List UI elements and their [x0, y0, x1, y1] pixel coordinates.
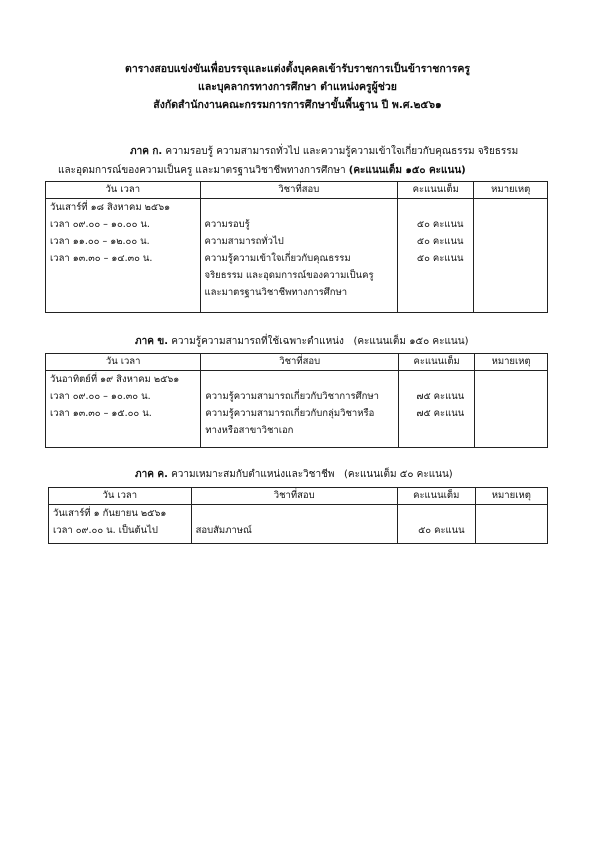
date-time-cell	[49, 505, 192, 544]
title-line-1: ตารางสอบแข่งขันเพื่อบรรจุและแต่งตั้งบุคคลเข้ารับราชการเป็นข้าราชการครู	[125, 63, 470, 75]
score-item: ๕๐ คะแนน	[416, 219, 464, 230]
section-c-label: ภาค ค.	[135, 469, 168, 480]
subject-item: และมาตรฐานวิชาชีพทางการศึกษา	[204, 287, 348, 298]
subject-item: ความรอบรู้	[204, 219, 250, 230]
subject-item: ความสามารถทั่วไป	[204, 236, 284, 247]
table-row	[49, 505, 548, 544]
section-a-table	[45, 181, 548, 313]
section-a-heading-line2	[58, 162, 466, 180]
subject-item: ความรู้ความเข้าใจเกี่ยวกับคุณธรรม	[204, 253, 351, 264]
section-a-score-note: (คะแนนเต็ม ๑๕๐ คะแนน)	[348, 165, 466, 176]
score-item: ๗๕ คะแนน	[416, 408, 465, 419]
section-b-label: ภาค ข.	[135, 336, 169, 347]
subject-item: ทางหรือสาขาวิชาเอก	[205, 425, 294, 436]
section-b-score-note: (คะแนนเต็ม ๑๕๐ คะแนน)	[353, 336, 469, 347]
header-full-score: คะแนนเต็ม	[397, 488, 475, 505]
header-full-score: คะแนนเต็ม	[398, 182, 474, 199]
section-c-table	[48, 487, 548, 544]
header-date-time: วัน เวลา	[46, 354, 201, 371]
subject-item: ความรู้ความสามารถเกี่ยวกับกลุ่มวิชาหรือ	[205, 408, 375, 419]
score-cell	[398, 199, 474, 313]
exam-time: เวลา ๑๓.๓๐ – ๑๕.๐๐ น.	[50, 408, 152, 419]
exam-time: เวลา ๑๓.๓๐ – ๑๔.๓๐ น.	[50, 253, 153, 264]
section-c-heading	[135, 466, 453, 484]
exam-time: เวลา ๐๙.๐๐ – ๑๐.๐๐ น.	[50, 219, 150, 230]
score-item: ๕๐ คะแนน	[416, 253, 464, 264]
exam-time: เวลา ๐๙.๐๐ น. เป็นต้นไป	[53, 525, 158, 536]
section-a-desc-1: ความรอบรู้ ความสามารถทั่วไป และความรู้ความเข้าใจเกี่ยวกับคุณธรรม จริยธรรม	[165, 146, 519, 157]
subject-cell	[201, 371, 399, 448]
section-b-heading	[135, 333, 468, 351]
table-row	[46, 371, 548, 448]
score-cell	[397, 505, 475, 544]
subject-item: สอบสัมภาษณ์	[195, 525, 252, 536]
score-item: ๕๐ คะแนน	[418, 525, 465, 536]
table-header-row	[49, 488, 548, 505]
header-subject: วิชาที่สอบ	[200, 182, 398, 199]
header-full-score: คะแนนเต็ม	[399, 354, 475, 371]
exam-time: เวลา ๐๙.๐๐ – ๑๐.๓๐ น.	[50, 391, 151, 402]
exam-date: วันเสาร์ที่ ๑ กันยายน ๒๕๖๑	[53, 508, 167, 519]
header-subject: วิชาที่สอบ	[191, 488, 397, 505]
title-line-3: สังกัดสำนักงานคณะกรรมการการศึกษาขั้นพื้นฐาน ปี พ.ศ.๒๕๖๑	[153, 99, 442, 111]
subject-item: ความรู้ความสามารถเกี่ยวกับวิชาการศึกษา	[205, 391, 379, 402]
section-b-table	[45, 353, 548, 448]
date-time-cell	[46, 199, 201, 313]
subject-item: จริยธรรม และอุดมการณ์ของความเป็นครู	[204, 270, 374, 281]
remark-cell	[475, 371, 548, 448]
table-header-row	[46, 182, 548, 199]
exam-time: เวลา ๑๑.๐๐ – ๑๒.๐๐ น.	[50, 236, 150, 247]
header-date-time: วัน เวลา	[46, 182, 201, 199]
title-line-2: และบุคลากรทางการศึกษา ตำแหน่งครูผู้ช่วย	[198, 81, 397, 93]
table-header-row	[46, 354, 548, 371]
header-date-time: วัน เวลา	[49, 488, 192, 505]
header-remark: หมายเหตุ	[475, 488, 547, 505]
score-item: ๕๐ คะแนน	[416, 236, 464, 247]
score-cell	[399, 371, 475, 448]
header-subject: วิชาที่สอบ	[201, 354, 399, 371]
subject-cell	[191, 505, 397, 544]
exam-date: วันเสาร์ที่ ๑๘ สิงหาคม ๒๕๖๑	[50, 202, 171, 213]
table-row	[46, 199, 548, 313]
subject-cell	[200, 199, 398, 313]
header-remark: หมายเหตุ	[474, 182, 548, 199]
section-c-desc: ความเหมาะสมกับตำแหน่งและวิชาชีพ	[171, 469, 335, 480]
section-c-score-note: (คะแนนเต็ม ๕๐ คะแนน)	[344, 469, 453, 480]
section-a-desc-2: และอุดมการณ์ของความเป็นครู และมาตรฐานวิชาชีพทางการศึกษา	[58, 165, 346, 176]
document-title	[0, 60, 595, 114]
header-remark: หมายเหตุ	[475, 354, 548, 371]
section-a-label: ภาค ก.	[130, 146, 163, 157]
section-b-desc: ความรู้ความสามารถที่ใช้เฉพาะตำแหน่ง	[171, 336, 344, 347]
remark-cell	[475, 505, 547, 544]
exam-date: วันอาทิตย์ที่ ๑๙ สิงหาคม ๒๕๖๑	[50, 374, 180, 385]
date-time-cell	[46, 371, 201, 448]
section-a-heading-line1	[130, 143, 518, 161]
score-item: ๗๕ คะแนน	[416, 391, 465, 402]
remark-cell	[474, 199, 548, 313]
